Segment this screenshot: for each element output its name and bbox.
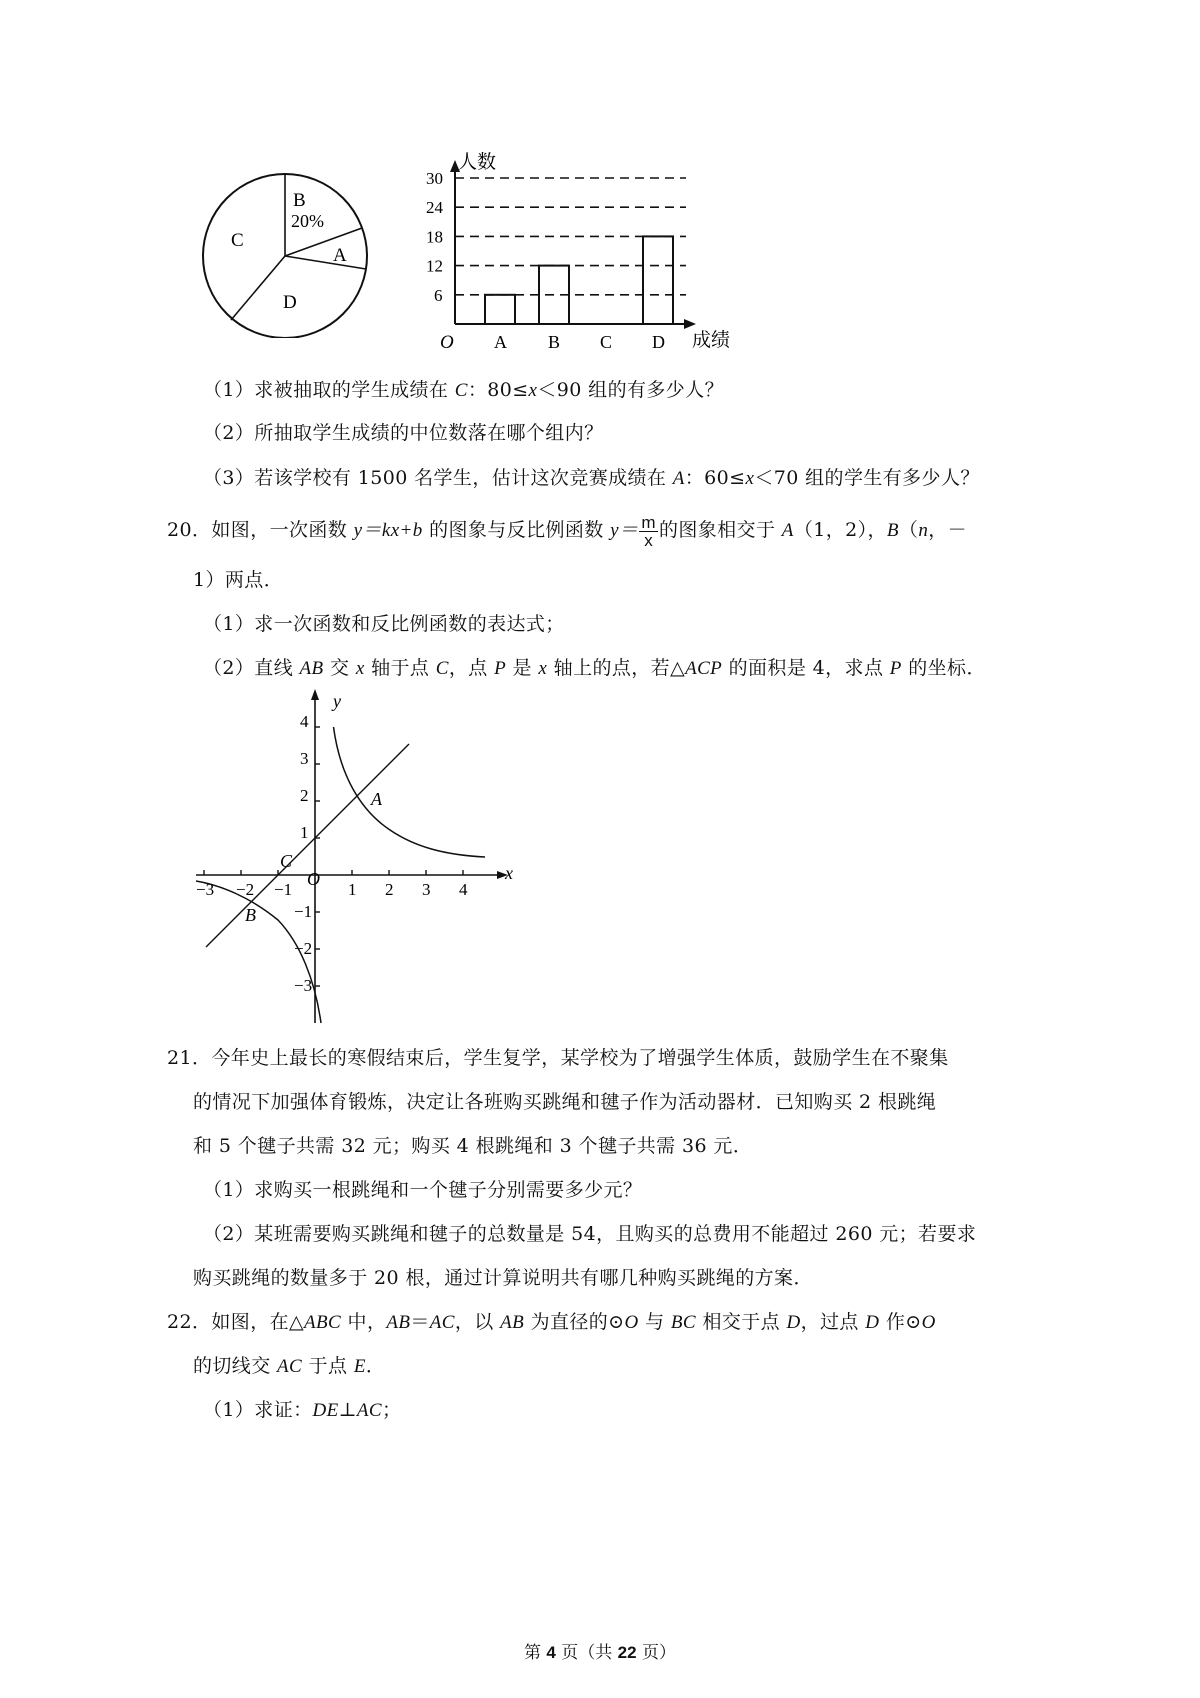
- pie-label-a: A: [333, 245, 347, 266]
- q21-sub2-line2: 购买跳绳的数量多于 20 根，通过计算说明共有哪几种购买跳绳的方案．: [193, 1267, 813, 1289]
- q19-sub2: （2）所抽取学生成绩的中位数落在哪个组内？: [203, 422, 604, 444]
- graph-y-tick-neg1: −1: [294, 902, 313, 921]
- graph-x-tick-neg3: −3: [196, 880, 215, 899]
- graph-y-tick-1: 1: [300, 823, 309, 842]
- graph-y-tick-neg3: −3: [294, 976, 313, 995]
- q20-sub1: （1）求一次函数和反比例函数的表达式；: [203, 613, 565, 635]
- q22-stem-line1: 22．如图，在△ABC 中，AB＝AC，以 AB 为直径的⊙O 与 BC 相交于点 D，过点 D 作⊙O: [167, 1311, 936, 1333]
- q22-sub1: （1）求证：DE⊥AC；: [203, 1399, 402, 1421]
- graph-x-tick-1: 1: [348, 880, 357, 899]
- q21-sub1: （1）求购买一根跳绳和一个毽子分别需要多少元？: [203, 1179, 643, 1201]
- q21-stem-line1: 21．今年史上最长的寒假结束后，学生复学，某学校为了增强学生体质，鼓励学生在不聚集: [167, 1047, 949, 1069]
- pie-label-c: C: [231, 230, 244, 251]
- bar-y-axis-label: 人数: [458, 152, 497, 173]
- function-graph: [190, 685, 530, 1030]
- graph-point-a-label: A: [371, 789, 382, 809]
- graph-x-tick-3: 3: [422, 880, 431, 899]
- q21-stem-line2: 的情况下加强体育锻炼，决定让各班购买跳绳和毽子作为活动器材．已知购买 2 根跳绳: [193, 1091, 937, 1113]
- bar-marks: [485, 236, 673, 324]
- graph-x-tick-4: 4: [459, 880, 468, 899]
- bar-y-tick-label: 24: [426, 198, 443, 218]
- q22-stem-line2: 的切线交 AC 于点 E．: [193, 1355, 386, 1377]
- page-footer: 第 4 页（共 22 页）: [523, 1643, 676, 1663]
- bar-d: [643, 236, 673, 324]
- bar-x-tick-label: C: [600, 332, 613, 352]
- graph-y-tick-2: 2: [300, 786, 309, 805]
- graph-y-arrow: [311, 689, 319, 700]
- q20-stem-line1: 20．如图，一次函数 y＝kx+b 的图象与反比例函数 y＝ $\frac{m}{x}$ 的图象相交于 A（1，2），B（n，－: [167, 512, 968, 550]
- graph-x-tick-neg1: −1: [274, 880, 293, 899]
- pie-chart: [195, 158, 385, 338]
- bar-origin: O: [440, 332, 454, 353]
- bar-x-tick-label: B: [548, 332, 561, 352]
- graph-point-b-label: B: [245, 905, 256, 925]
- q19-sub3: （3）若该学校有 1500 名学生，估计这次竞赛成绩在 A：60≤x＜70 组的学生有多少人？: [203, 467, 980, 489]
- bar-y-tick-label: 18: [426, 227, 443, 247]
- bar-x-axis-label: 成绩: [692, 330, 731, 351]
- bar-x-ticks: [494, 332, 665, 352]
- q20-sub2: （2）直线 AB 交 x 轴于点 C，点 P 是 x 轴上的点，若△ACP 的面积是 4，求点 P 的坐标．: [203, 657, 986, 679]
- graph-y-label: y: [333, 691, 341, 711]
- graph-y-tick-3: 3: [300, 749, 309, 768]
- q21-stem-line3: 和 5 个毽子共需 32 元；购买 4 根跳绳和 3 个毽子共需 36 元．: [193, 1135, 753, 1157]
- q21-sub2-line1: （2）某班需要购买跳绳和毽子的总数量是 54，且购买的总费用不能超过 260 元；若要求: [203, 1223, 977, 1245]
- bar-y-ticks: [426, 169, 444, 305]
- pie-label-b: B: [293, 190, 306, 211]
- bar-y-tick-label: 12: [426, 256, 443, 276]
- graph-x-tick-2: 2: [385, 880, 394, 899]
- graph-origin: O: [307, 869, 320, 889]
- bar-a: [485, 295, 515, 324]
- pie-label-b-percent: 20%: [291, 211, 324, 231]
- graph-point-c-label: C: [280, 851, 293, 871]
- bar-y-tick-label: 6: [434, 285, 443, 305]
- pie-label-d: D: [283, 292, 297, 313]
- q20-stem-line2: 1）两点．: [193, 569, 284, 591]
- q19-sub1: （1）求被抽取的学生成绩在 C：80≤x＜90 组的有多少人？: [203, 379, 724, 401]
- graph-hyperbola-positive: [334, 727, 486, 857]
- graph-x-label: x: [505, 863, 513, 883]
- graph-x-tick-neg2: −2: [236, 880, 255, 899]
- bar-x-tick-label: A: [494, 332, 507, 352]
- bar-y-tick-label: 30: [426, 169, 443, 188]
- graph-y-tick-neg2: −2: [294, 939, 313, 958]
- bar-x-arrow: [684, 319, 696, 329]
- graph-y-tick-4: 4: [300, 712, 309, 731]
- fraction-m-over-x: $\frac{m}{x}$: [641, 512, 656, 550]
- bar-x-tick-label: D: [652, 332, 665, 352]
- bar-chart: [420, 148, 740, 358]
